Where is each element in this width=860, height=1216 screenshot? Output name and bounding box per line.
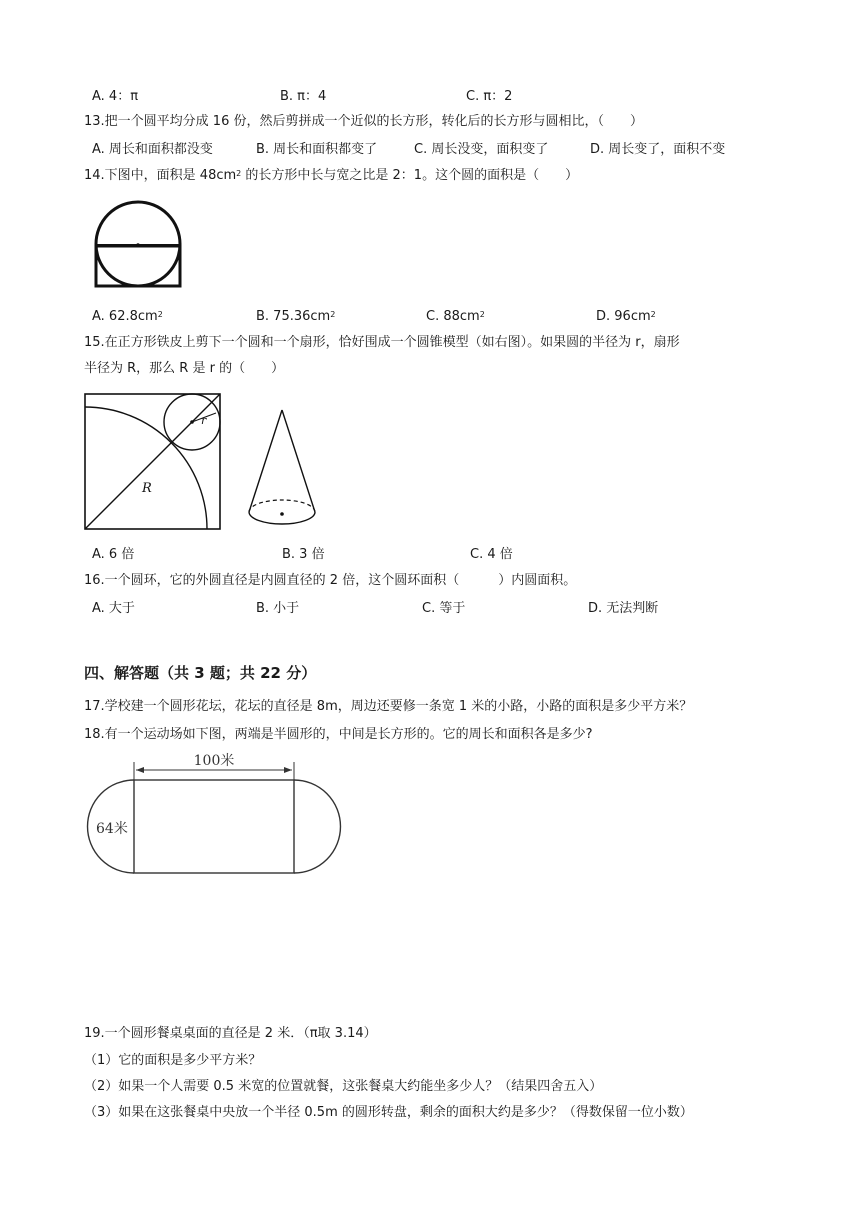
q18-label-width: 64米 [96, 821, 128, 837]
q13-stem: 13.把一个圆平均分成 16 份，然后剪拼成一个近似的长方形，转化后的长方形与圆相比，（ ） [84, 114, 643, 129]
q15-cone-base-center [280, 512, 284, 516]
q16-option-b: B. 小于 [256, 601, 300, 616]
q19-sub3: （3）如果在这张餐桌中央放一个半径 0.5m 的圆形转盘，剩余的面积大约是多少？（得数保留一位小数） [84, 1105, 693, 1120]
q16-option-a: A. 大于 [92, 601, 135, 616]
q12-option-a: A. 4：π [92, 89, 139, 104]
q15-option-b: B. 3 倍 [282, 547, 325, 562]
q14-center-dot [136, 243, 140, 247]
q18-middle-rectangle [134, 780, 294, 873]
q15-diagonal [85, 394, 220, 529]
q19-sub1: （1）它的面积是多少平方米？ [84, 1053, 262, 1068]
q15-stem-line1: 15.在正方形铁皮上剪下一个圆和一个扇形，恰好围成一个圆锥模型（如右图）。如果圆的半径为 r，扇形 [84, 335, 680, 350]
q15-cone-base-back [249, 500, 315, 512]
q15-square-figure [84, 393, 222, 531]
q16-option-c: C. 等于 [422, 601, 466, 616]
section-4-title: 四、解答题（共 3 题；共 22 分） [84, 664, 317, 682]
q15-stem-line2: 半径为 R，那么 R 是 r 的（ ） [84, 361, 285, 376]
q18-track-figure [88, 752, 352, 878]
q15-cone-left-edge [249, 410, 282, 512]
q17-stem: 17.学校建一个圆形花坛，花坛的直径是 8m，周边还要修一条宽 1 米的小路，小路的面积是多少平方米？ [84, 699, 693, 714]
q14-option-b: B. $75.36cm^2$ [256, 309, 336, 324]
q18-arrow-left [136, 767, 144, 773]
q16-stem: 16.一个圆环，它的外圆直径是内圆直径的 2 倍，这个圆环面积（ ）内圆面积。 [84, 573, 577, 588]
q15-option-c: C. 4 倍 [470, 547, 513, 562]
q13-option-a: A. 周长和面积都没变 [92, 142, 213, 157]
q12-option-c: C. π：2 [466, 89, 513, 104]
q14-figure [92, 200, 184, 290]
q18-stem: 18.有一个运动场如下图，两端是半圆形的，中间是长方形的。它的周长和面积各是多少? [84, 727, 593, 742]
q15-option-a: A. 6 倍 [92, 547, 135, 562]
q15-cone-figure [244, 408, 320, 532]
q14-option-d: D. $96cm^2$ [596, 309, 656, 324]
q18-right-semicircle [294, 780, 340, 873]
q12-option-b: B. π：4 [280, 89, 327, 104]
q18-label-length: 100米 [193, 753, 235, 769]
q13-option-b: B. 周长和面积都变了 [256, 142, 378, 157]
q14-rectangle [96, 246, 180, 286]
q15-label-R: R [142, 481, 152, 496]
q15-label-r: r [201, 414, 207, 427]
q14-stem: 14.下图中，面积是 $48cm^2$ 的长方形中长与宽之比是 2：1。这个圆的面积是（ ） [84, 168, 579, 183]
q15-cone-right-edge [282, 410, 315, 512]
q13-option-d: D. 周长变了，面积不变 [590, 142, 726, 157]
q13-option-c: C. 周长没变，面积变了 [414, 142, 549, 157]
q14-option-c: C. $88cm^2$ [426, 309, 485, 324]
q19-stem: 19.一个圆形餐桌桌面的直径是 2 米．（π取 3.14） [84, 1026, 377, 1041]
q18-arrow-right [284, 767, 292, 773]
q16-option-d: D. 无法判断 [588, 601, 659, 616]
q19-sub2: （2）如果一个人需要 0.5 米宽的位置就餐，这张餐桌大约能坐多少人？（结果四舍五入） [84, 1079, 603, 1094]
q14-option-a: A. $62.8cm^2$ [92, 309, 163, 324]
